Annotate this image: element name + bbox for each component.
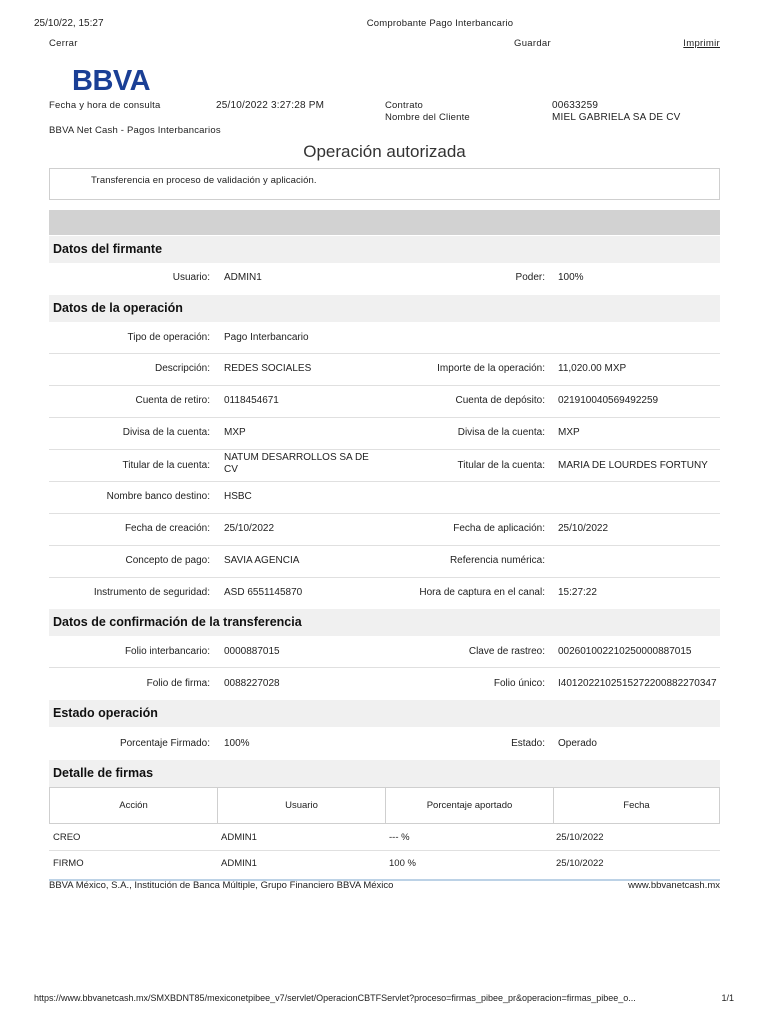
field-label: Concepto de pago: bbox=[125, 555, 210, 566]
data-row bbox=[49, 727, 720, 759]
field-value: 002601002210250000887015 bbox=[558, 646, 692, 657]
section-state: Estado operación bbox=[49, 700, 720, 727]
field-label: Folio único: bbox=[493, 678, 545, 689]
bbva-logo bbox=[72, 64, 156, 94]
client-label: Nombre del Cliente bbox=[385, 112, 470, 123]
page-url: https://www.bbvanetcash.mx/SMXBDNT85/mexiconetpibee_v7/servlet/OperacionCBTFServlet?proceso=firmas_pibee_pr&operacion=firmas_pibee_o... bbox=[34, 993, 636, 1003]
divider-bar bbox=[49, 210, 720, 235]
field-value: 0118454671 bbox=[224, 395, 279, 406]
data-row bbox=[49, 322, 720, 354]
operation-status-title: Operación autorizada bbox=[303, 142, 466, 161]
field-label: Nombre banco destino: bbox=[106, 491, 210, 502]
field-label: Porcentaje Firmado: bbox=[119, 738, 210, 749]
save-button[interactable]: Guardar bbox=[514, 38, 551, 49]
field-value: 100% bbox=[224, 738, 250, 749]
field-value: 100% bbox=[558, 272, 584, 283]
data-row bbox=[49, 386, 720, 418]
data-row bbox=[49, 450, 720, 482]
field-value: REDES SOCIALES bbox=[224, 363, 312, 374]
table-cell: 100 % bbox=[389, 858, 416, 869]
field-value: MARIA DE LOURDES FORTUNY bbox=[558, 460, 708, 471]
data-row bbox=[49, 668, 720, 700]
field-value: 11,020.00 MXP bbox=[558, 363, 627, 374]
field-label: Folio interbancario: bbox=[124, 646, 210, 657]
field-value: MXP bbox=[558, 427, 580, 438]
field-label: Descripción: bbox=[154, 363, 210, 374]
field-value: Pago Interbancario bbox=[224, 332, 309, 343]
client-value: MIEL GABRIELA SA DE CV bbox=[552, 112, 681, 123]
table-cell: ADMIN1 bbox=[221, 858, 257, 869]
field-label: Divisa de la cuenta: bbox=[122, 427, 210, 438]
table-header bbox=[49, 787, 720, 824]
field-value: Operado bbox=[558, 738, 597, 749]
field-value: 0088227028 bbox=[224, 678, 280, 689]
service-name: BBVA Net Cash - Pagos Interbancarios bbox=[49, 125, 221, 136]
message-text: Transferencia en proceso de validación y aplicación. bbox=[91, 175, 317, 186]
table-cell: ADMIN1 bbox=[221, 832, 257, 843]
field-label: Instrumento de seguridad: bbox=[93, 587, 210, 598]
field-label: Estado: bbox=[511, 738, 545, 749]
field-label: Referencia numérica: bbox=[449, 555, 545, 566]
field-value: ADMIN1 bbox=[224, 272, 262, 283]
field-label: Titular de la cuenta: bbox=[122, 460, 210, 471]
close-button[interactable]: Cerrar bbox=[49, 38, 78, 49]
data-row bbox=[49, 546, 720, 578]
section-signatures: Detalle de firmas bbox=[49, 760, 720, 787]
field-value: 25/10/2022 bbox=[558, 523, 609, 534]
field-value: NATUM DESARROLLOS SA DE CV bbox=[224, 452, 369, 475]
field-value: SAVIA AGENCIA bbox=[224, 555, 300, 566]
column-header: Usuario bbox=[218, 788, 386, 823]
data-row bbox=[49, 354, 720, 386]
contract-label: Contrato bbox=[385, 100, 424, 111]
field-label: Fecha de aplicación: bbox=[453, 523, 545, 534]
consult-date-label: Fecha y hora de consulta bbox=[49, 100, 161, 111]
section-operation: Datos de la operación bbox=[49, 295, 720, 322]
data-row bbox=[49, 482, 720, 514]
data-row bbox=[49, 418, 720, 450]
data-row bbox=[49, 263, 720, 293]
table-row bbox=[49, 825, 720, 851]
field-label: Divisa de la cuenta: bbox=[457, 427, 545, 438]
data-row bbox=[49, 514, 720, 546]
action-bar bbox=[49, 38, 720, 52]
field-label: Cuenta de depósito: bbox=[455, 395, 545, 406]
field-value: ASD 6551145870 bbox=[224, 587, 303, 598]
footer-legal: BBVA México, S.A., Institución de Banca Múltiple, Grupo Financiero BBVA México bbox=[49, 880, 394, 891]
field-value: 15:27:22 bbox=[558, 587, 597, 598]
table-cell: 25/10/2022 bbox=[556, 858, 604, 869]
logo-text: BBVA bbox=[72, 65, 151, 94]
field-label: Importe de la operación: bbox=[437, 363, 545, 374]
field-value: 021910040569492259 bbox=[558, 395, 659, 406]
data-row bbox=[49, 636, 720, 668]
column-header: Porcentaje aportado bbox=[386, 788, 554, 823]
field-label: Folio de firma: bbox=[146, 678, 210, 689]
field-label: Usuario: bbox=[172, 272, 210, 283]
print-datetime: 25/10/22, 15:27 bbox=[34, 18, 104, 29]
field-label: Cuenta de retiro: bbox=[135, 395, 210, 406]
print-header bbox=[0, 18, 768, 32]
field-label: Tipo de operación: bbox=[127, 332, 210, 343]
field-label: Clave de rastreo: bbox=[468, 646, 545, 657]
field-label: Titular de la cuenta: bbox=[457, 460, 545, 471]
field-value: I4012022102515272200882270347 bbox=[558, 678, 717, 689]
footer-site: www.bbvanetcash.mx bbox=[628, 880, 720, 891]
field-value: 25/10/2022 bbox=[224, 523, 275, 534]
section-signer: Datos del firmante bbox=[49, 236, 720, 263]
field-value: HSBC bbox=[224, 491, 252, 502]
field-label: Fecha de creación: bbox=[124, 523, 210, 534]
field-label: Hora de captura en el canal: bbox=[419, 587, 545, 598]
table-cell: --- % bbox=[389, 832, 410, 843]
document-title: Comprobante Pago Interbancario bbox=[366, 18, 514, 29]
table-cell: CREO bbox=[53, 832, 81, 843]
page-number: 1/1 bbox=[721, 993, 734, 1003]
column-header: Acción bbox=[50, 788, 218, 823]
section-confirmation: Datos de confirmación de la transferencia bbox=[49, 609, 720, 636]
table-cell: FIRMO bbox=[53, 858, 84, 869]
message-box bbox=[49, 168, 720, 200]
table-cell: 25/10/2022 bbox=[556, 832, 604, 843]
field-label: Poder: bbox=[515, 272, 545, 283]
consult-date-value: 25/10/2022 3:27:28 PM bbox=[216, 100, 325, 111]
column-header: Fecha bbox=[623, 800, 650, 811]
field-value: 0000887015 bbox=[224, 646, 280, 657]
contract-value: 00633259 bbox=[552, 100, 599, 111]
print-link[interactable]: Imprimir bbox=[683, 38, 720, 49]
data-row bbox=[49, 578, 720, 609]
table-row bbox=[49, 851, 720, 877]
field-value: MXP bbox=[224, 427, 246, 438]
